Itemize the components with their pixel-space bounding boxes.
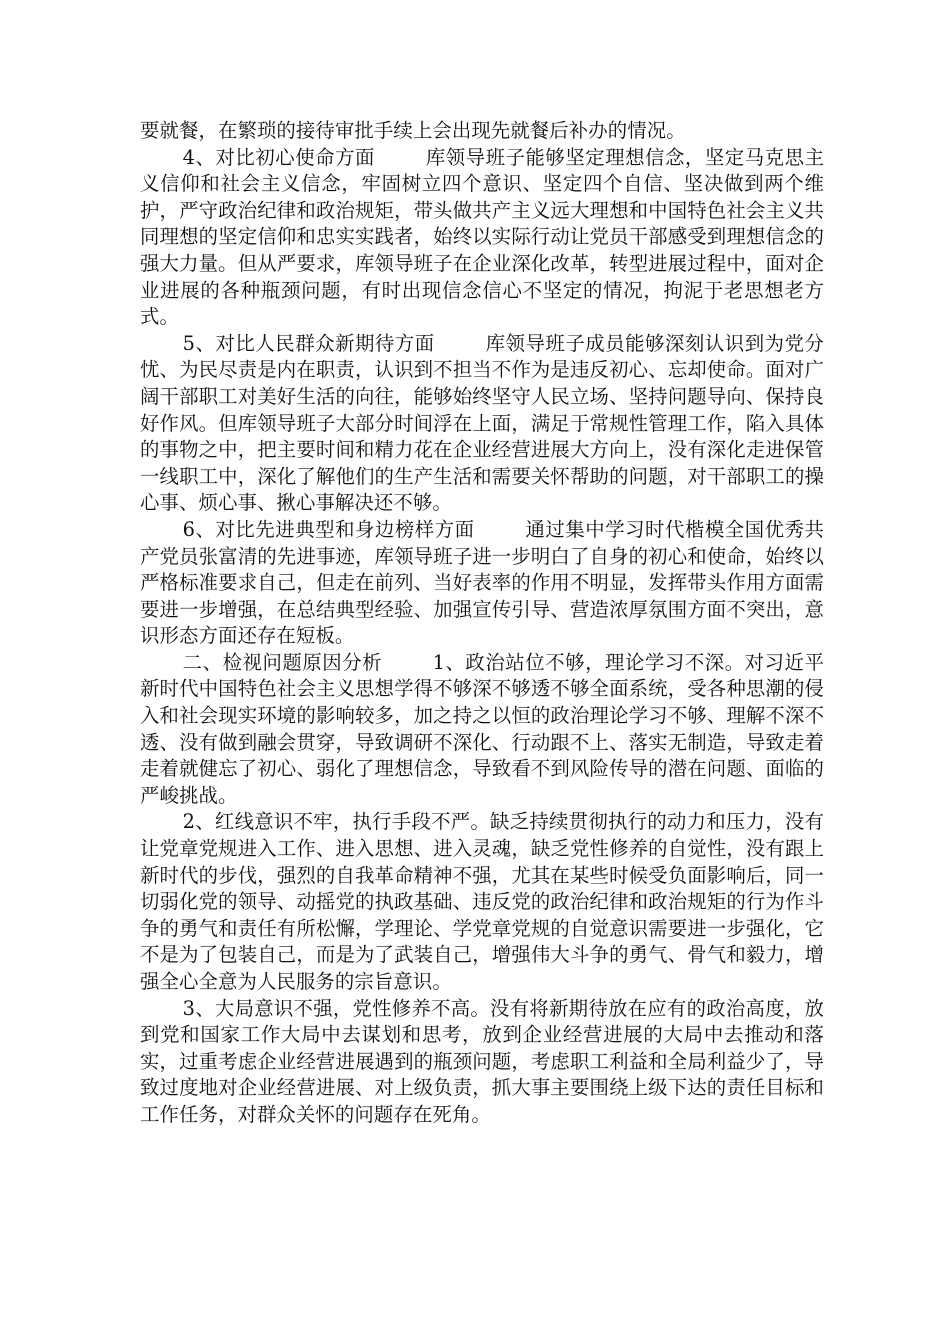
section-heading-6: 6、对比先进典型和身边榜样方面 xyxy=(182,517,475,541)
paragraph-section-5 xyxy=(140,331,824,517)
section-body-5: 库领导班子成员能够深刻认识到为党分忧、为民尽责是内在职责，认识到不担当不作为是违反初心、忘却使命。面对广阔干部职工对美好生活的向往，能够始终坚守人民立场、坚持问题导向、保持良好作风。但库领导班子大部分时间浮在上面，满足于常规性管理工作，陷入具体的事物之中，把主要时间和精力花在企业经营进展大方向上，没有深化走进保管一线职工中，深化了解他们的生产生活和需要关怀帮助的问题，对干部职工的操心事、烦心事、揪心事解决还不够。 xyxy=(140,331,825,515)
cause-item-3: 3、大局意识不强，党性修养不高。没有将新期待放在应有的政治高度，放到党和国家工作大局中去谋划和思考，放到企业经营进展的大局中去推动和落实，过重考虑企业经营进展遇到的瓶颈问题，考虑职工利益和全局利益少了，导致过度地对企业经营进展、对上级负责，抓大事主要围绕上级下达的责任目标和工作任务，对群众关怀的问题存在死角。 xyxy=(140,996,824,1126)
section-body-4: 库领导班子能够坚定理想信念，坚定马克思主义信仰和社会主义信念，牢固树立四个意识、坚定四个自信、坚决做到两个维护，严守政治纪律和政治规矩，带头做共产主义远大理想和中国特色社会主义共同理想的坚定信仰和忠实实践者，始终以实际行动让党员干部感受到理想信念的强大力量。但从严要求，库领导班子在企业深化改革，转型进展过程中，面对企业进展的各种瓶颈问题，有时出现信念信心不坚定的情况，拘泥于老思想老方式。 xyxy=(140,145,824,329)
paragraph-cause-analysis xyxy=(140,650,824,810)
section-body-6: 通过集中学习时代楷模全国优秀共产党员张富清的先进事迹，库领导班子进一步明白了自身的初心和使命，始终以严格标准要求自己，但走在前列、当好表率的作用不明显，发挥带头作用方面需要进一步增强，在总结典型经验、加强宣传引导、营造浓厚氛围方面不突出，意识形态方面还存在短板。 xyxy=(140,517,824,648)
section-heading-cause-analysis: 二、检视问题原因分析 xyxy=(182,650,383,674)
section-heading-4: 4、对比初心使命方面 xyxy=(182,145,375,169)
document-page xyxy=(140,118,824,1129)
paragraph-section-4 xyxy=(140,145,824,331)
cause-item-1: 1、政治站位不够，理论学习不深。对习近平新时代中国特色社会主义思想学得不够深不够透不够全面系统，受各种思潮的侵入和社会现实环境的影响较多，加之持之以恒的政治理论学习不够、理解不深不透、没有做到融会贯穿，导致调研不深化、行动跟不上、落实无制造，导致走着走着就健忘了初心、弱化了理想信念，导致看不到风险传导的潜在问题、面临的严峻挑战。 xyxy=(140,650,824,807)
paragraph-continuation: 要就餐，在繁琐的接待审批手续上会出现先就餐后补办的情况。 xyxy=(140,119,686,142)
paragraph-section-6 xyxy=(140,517,824,650)
section-heading-5: 5、对比人民群众新期待方面 xyxy=(182,331,435,355)
cause-item-2: 2、红线意识不牢，执行手段不严。缺乏持续贯彻执行的动力和压力，没有让党章党规进入工作、进入思想、进入灵魂，缺乏党性修养的自觉性，没有跟上新时代的步伐，强烈的自我革命精神不强，尤其在某些时候受负面影响后，同一切弱化党的领导、动摇党的执政基础、违反党的政治纪律和政治规矩的行为作斗争的勇气和责任有所松懈，学理论、学党章党规的自觉意识需要进一步强化，它不是为了包装自己，而是为了武装自己，增强伟大斗争的勇气、骨气和毅力，增强全心全意为人民服务的宗旨意识。 xyxy=(140,810,824,993)
